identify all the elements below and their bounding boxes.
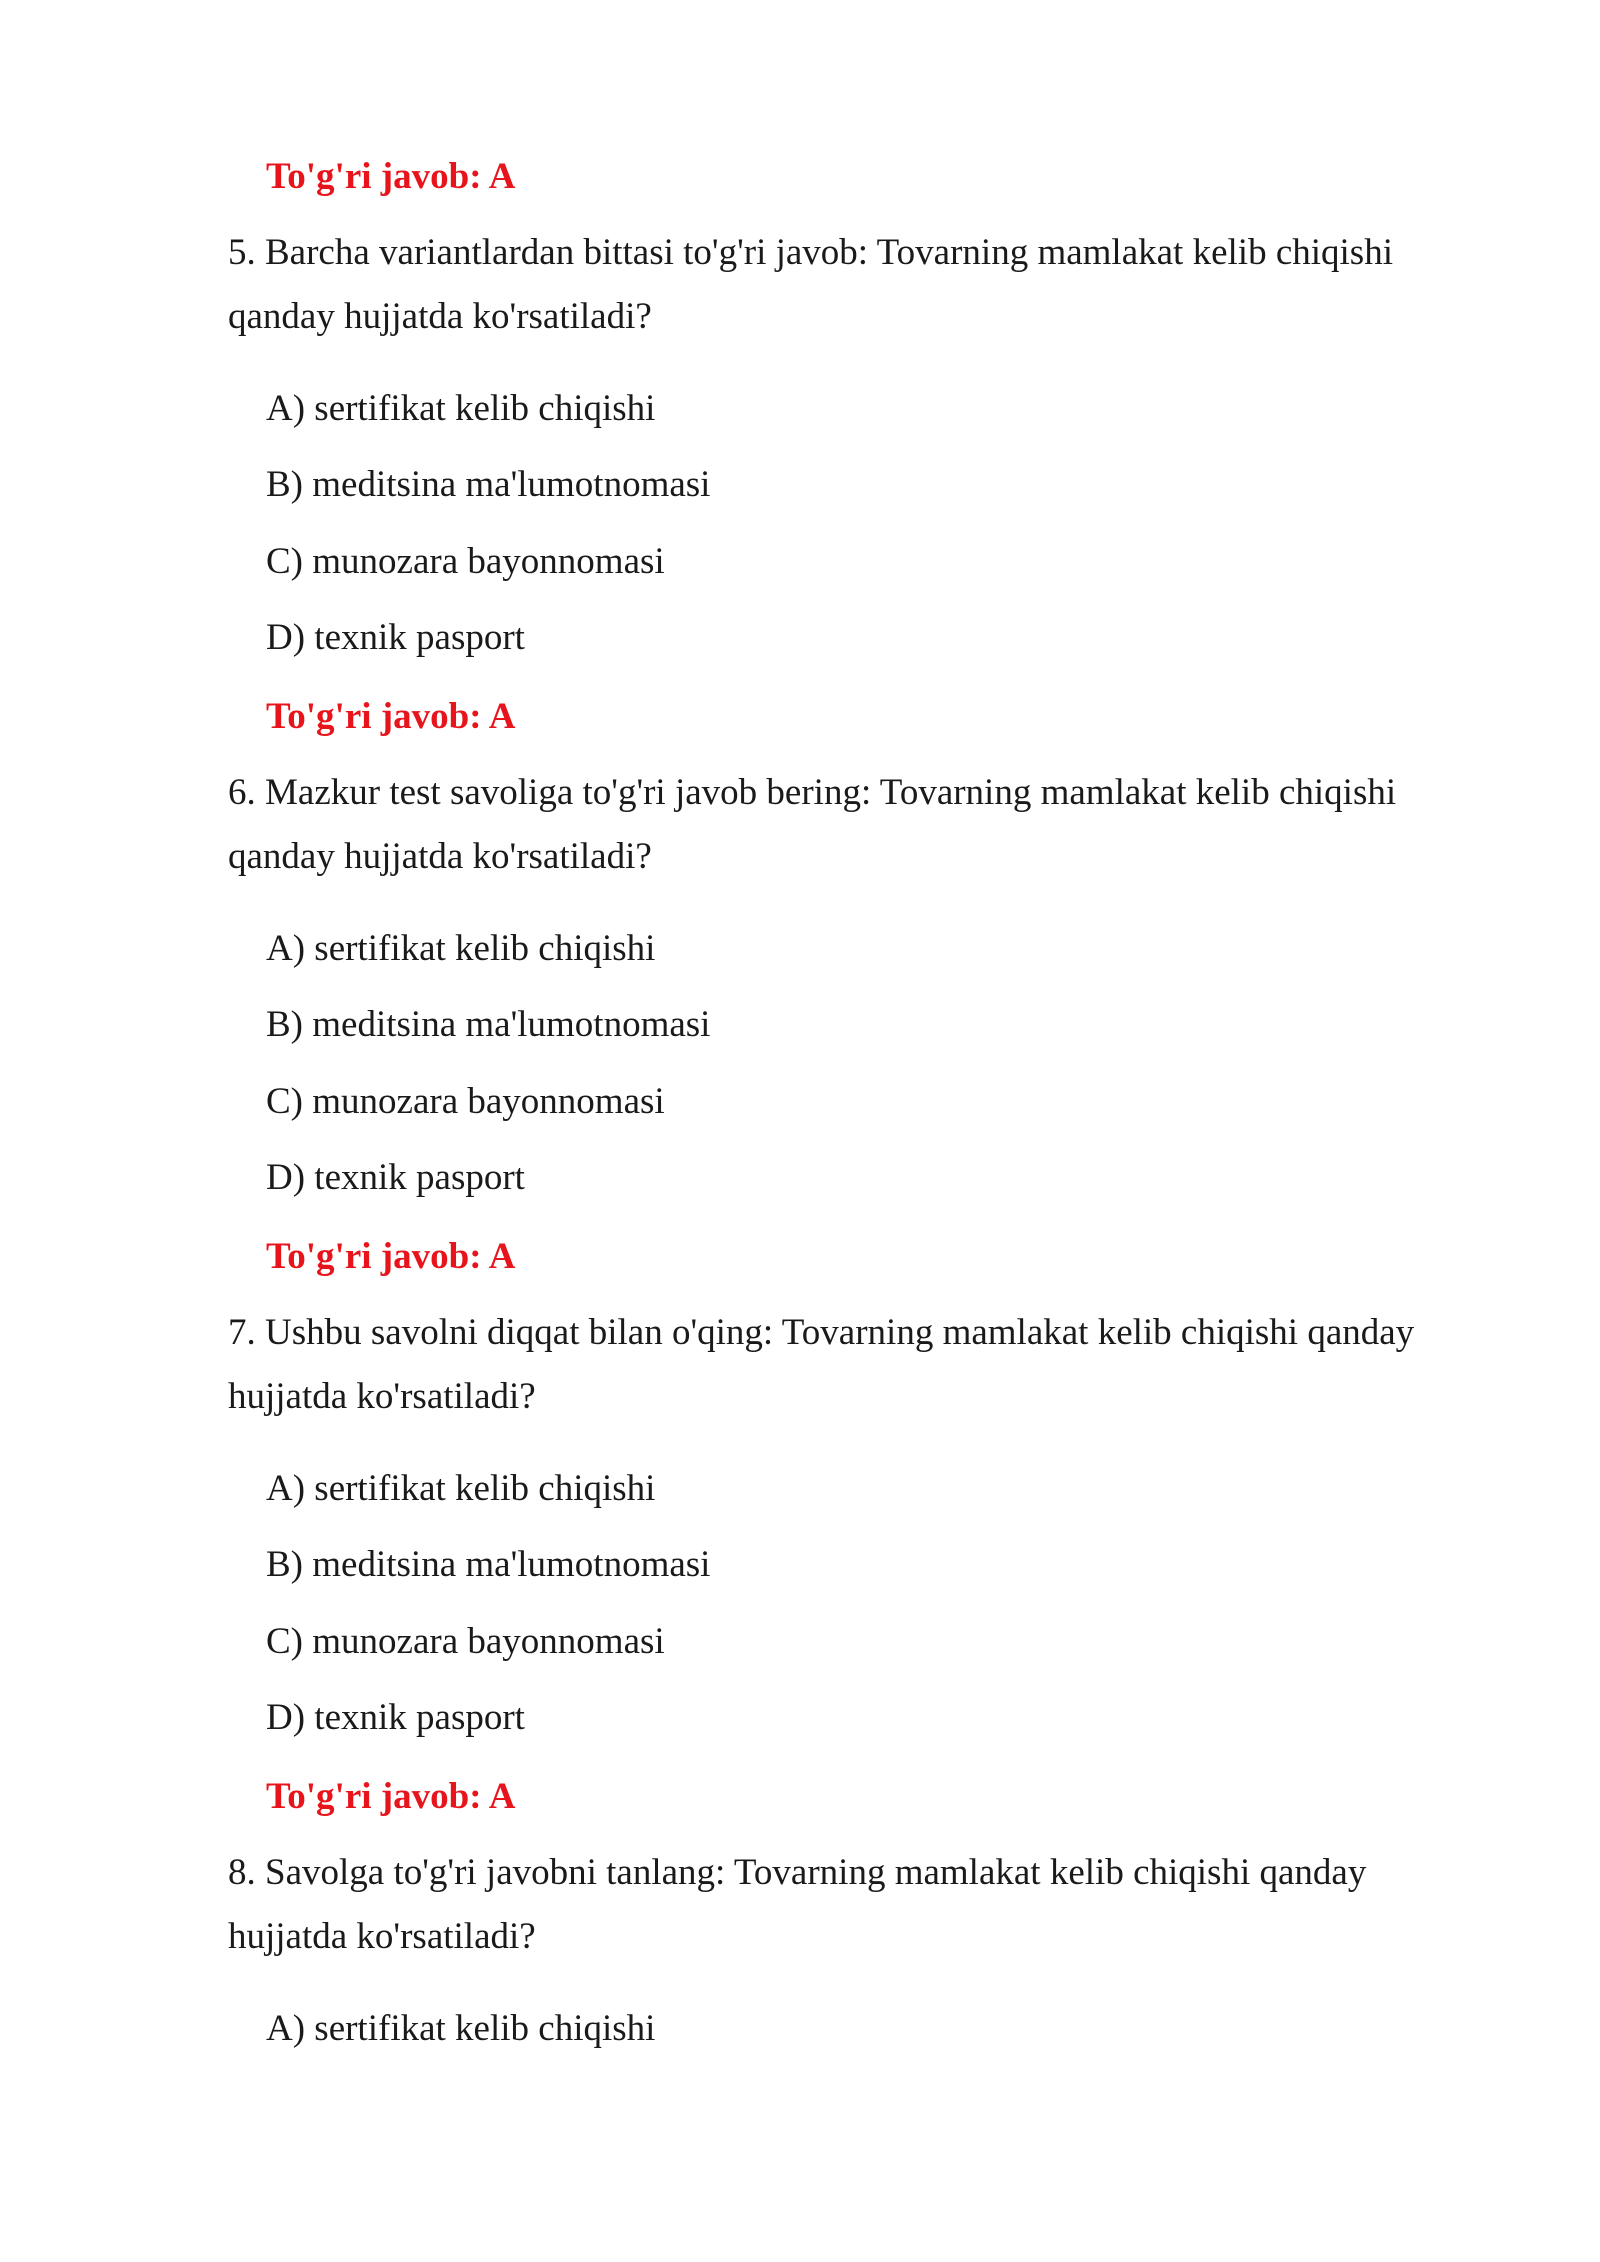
question-5-option-d: D) texnik pasport — [266, 617, 525, 658]
question-7-option-b: B) meditsina ma'lumotnomasi — [266, 1544, 711, 1585]
question-8-text-line1: 8. Savolga to'g'ri javobni tanlang: Tovarning mamlakat kelib chiqishi qanday — [228, 1852, 1367, 1893]
correct-answer-q4: To'g'ri javob: A — [266, 156, 516, 197]
question-7-option-d: D) texnik pasport — [266, 1697, 525, 1738]
question-5-text-line2: qanday hujjatda ko'rsatiladi? — [228, 296, 652, 337]
correct-answer-q6: To'g'ri javob: A — [266, 1236, 516, 1277]
question-7-text-line1: 7. Ushbu savolni diqqat bilan o'qing: Tovarning mamlakat kelib chiqishi qanday — [228, 1312, 1415, 1353]
question-7-option-c: C) munozara bayonnomasi — [266, 1621, 665, 1662]
question-7-option-a: A) sertifikat kelib chiqishi — [266, 1468, 656, 1509]
question-6-option-d: D) texnik pasport — [266, 1157, 525, 1198]
question-7-text-line2: hujjatda ko'rsatiladi? — [228, 1376, 536, 1417]
question-8-text-line2: hujjatda ko'rsatiladi? — [228, 1916, 536, 1957]
correct-answer-q7: To'g'ri javob: A — [266, 1776, 516, 1817]
question-8-option-a: A) sertifikat kelib chiqishi — [266, 2008, 656, 2049]
question-5-text-line1: 5. Barcha variantlardan bittasi to'g'ri javob: Tovarning mamlakat kelib chiqishi — [228, 232, 1393, 273]
question-5-option-a: A) sertifikat kelib chiqishi — [266, 388, 656, 429]
question-5-option-b: B) meditsina ma'lumotnomasi — [266, 464, 711, 505]
question-6-text-line2: qanday hujjatda ko'rsatiladi? — [228, 836, 652, 877]
correct-answer-q5: To'g'ri javob: A — [266, 696, 516, 737]
question-6-option-a: A) sertifikat kelib chiqishi — [266, 928, 656, 969]
question-6-option-c: C) munozara bayonnomasi — [266, 1081, 665, 1122]
question-6-text-line1: 6. Mazkur test savoliga to'g'ri javob bering: Tovarning mamlakat kelib chiqishi — [228, 772, 1397, 813]
question-6-option-b: B) meditsina ma'lumotnomasi — [266, 1004, 711, 1045]
question-5-option-c: C) munozara bayonnomasi — [266, 541, 665, 582]
